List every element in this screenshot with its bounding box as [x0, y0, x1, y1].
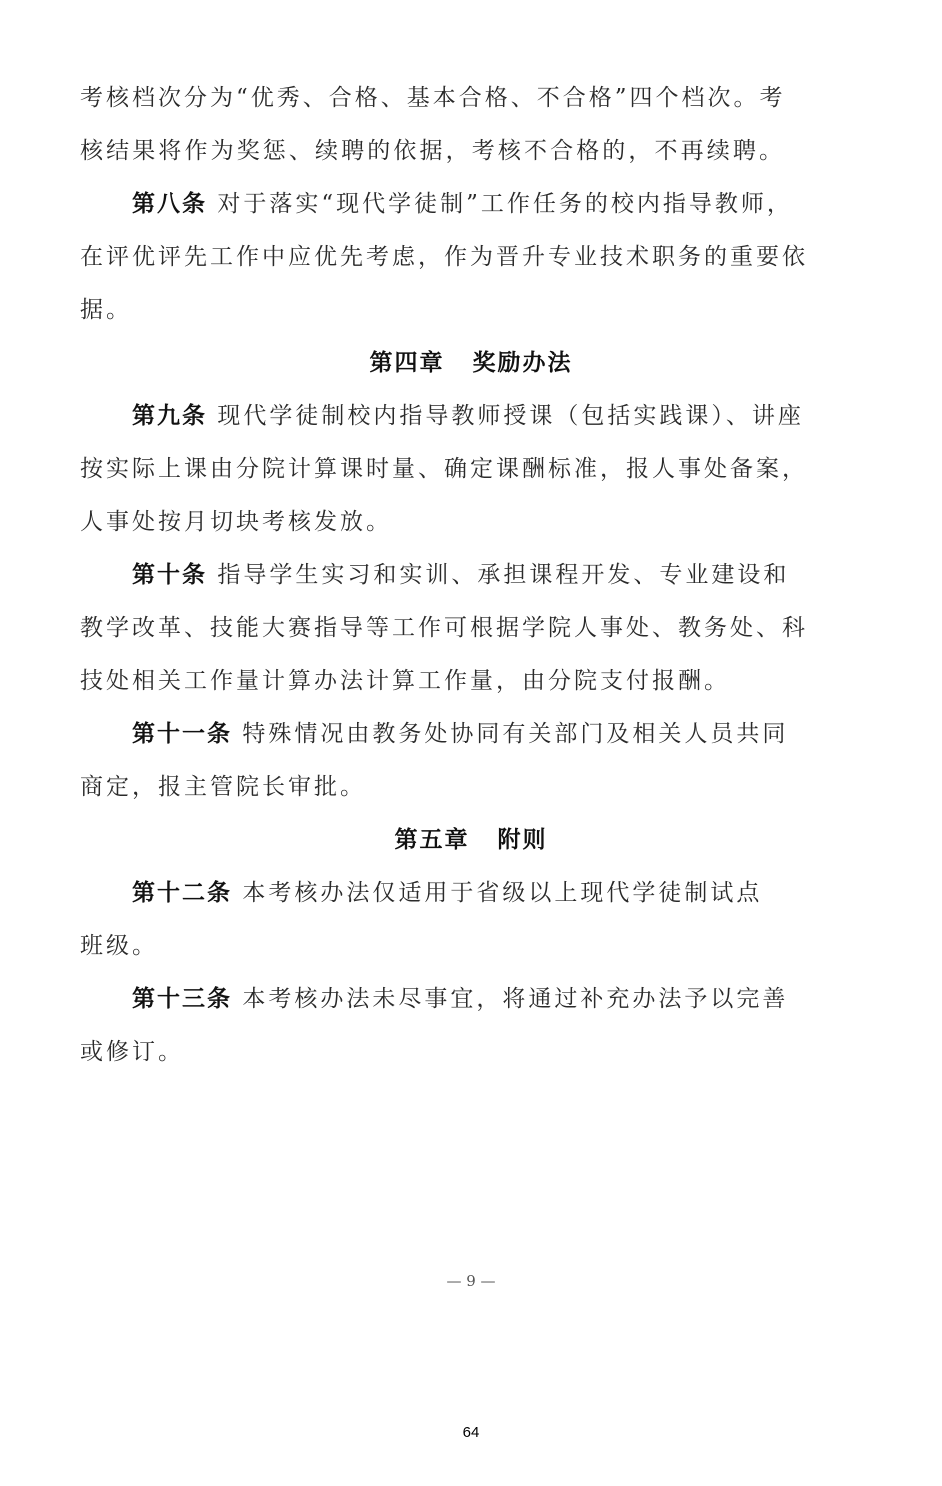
- article-9-label: 第九条: [132, 402, 207, 429]
- article-13-line-1: [132, 984, 789, 1014]
- article-8-label: 第八条: [132, 190, 207, 217]
- article-8-line-2: 在评优评先工作中应优先考虑，作为晋升专业技术职务的重要依: [80, 244, 808, 270]
- article-9-line-2: 按实际上课由分院计算课时量、确定课酬标准，报人事处备案，: [80, 456, 808, 482]
- para-line: 考核档次分为“优秀、合格、基本合格、不合格”四个档次。考: [80, 85, 786, 111]
- article-13-line-2: 或修订。: [80, 1039, 184, 1065]
- chapter-4-number: 第四章: [369, 349, 445, 376]
- article-8-text: 对于落实“现代学徒制”工作任务的校内指导教师，: [217, 191, 793, 217]
- para-line: 核结果将作为奖惩、续聘的依据，考核不合格的，不再续聘。: [80, 138, 785, 164]
- article-10-label: 第十条: [132, 561, 207, 588]
- article-10-line-1: [132, 560, 790, 590]
- article-11-label: 第十一条: [132, 720, 232, 747]
- article-11-line-1: [132, 719, 789, 749]
- article-10-line-2: 教学改革、技能大赛指导等工作可根据学院人事处、教务处、科: [80, 615, 808, 641]
- article-10-line-3: 技处相关工作量计算办法计算工作量，由分院支付报酬。: [80, 668, 730, 694]
- article-9-text: 现代学徒制校内指导教师授课（包括实践课）、讲座: [217, 403, 804, 429]
- footer-page-number: 64: [462, 1424, 480, 1441]
- chapter-5-number: 第五章: [394, 826, 470, 853]
- article-10-text: 指导学生实习和实训、承担课程开发、专业建设和: [217, 562, 790, 588]
- chapter-5-heading: [0, 825, 942, 855]
- article-9-line-1: [132, 401, 804, 431]
- article-8-line-1: [132, 189, 793, 219]
- article-13-text: 本考核办法未尽事宜，将通过补充办法予以完善: [242, 986, 789, 1012]
- article-12-line-2: 班级。: [80, 933, 158, 959]
- chapter-5-title: 附则: [497, 826, 548, 853]
- chapter-4-heading: [0, 348, 942, 378]
- article-9-line-3: 人事处按月切块考核发放。: [80, 509, 392, 535]
- article-11-line-2: 商定，报主管院长审批。: [80, 774, 366, 800]
- article-12-label: 第十二条: [132, 879, 232, 906]
- article-11-text: 特殊情况由教务处协同有关部门及相关人员共同: [242, 721, 789, 747]
- article-8-line-3: 据。: [80, 297, 132, 323]
- article-12-text: 本考核办法仅适用于省级以上现代学徒制试点: [242, 880, 763, 906]
- article-12-line-1: [132, 878, 785, 908]
- article-13-label: 第十三条: [132, 985, 232, 1012]
- chapter-4-title: 奖励办法: [472, 349, 573, 376]
- page-number: — 9 —: [446, 1272, 496, 1290]
